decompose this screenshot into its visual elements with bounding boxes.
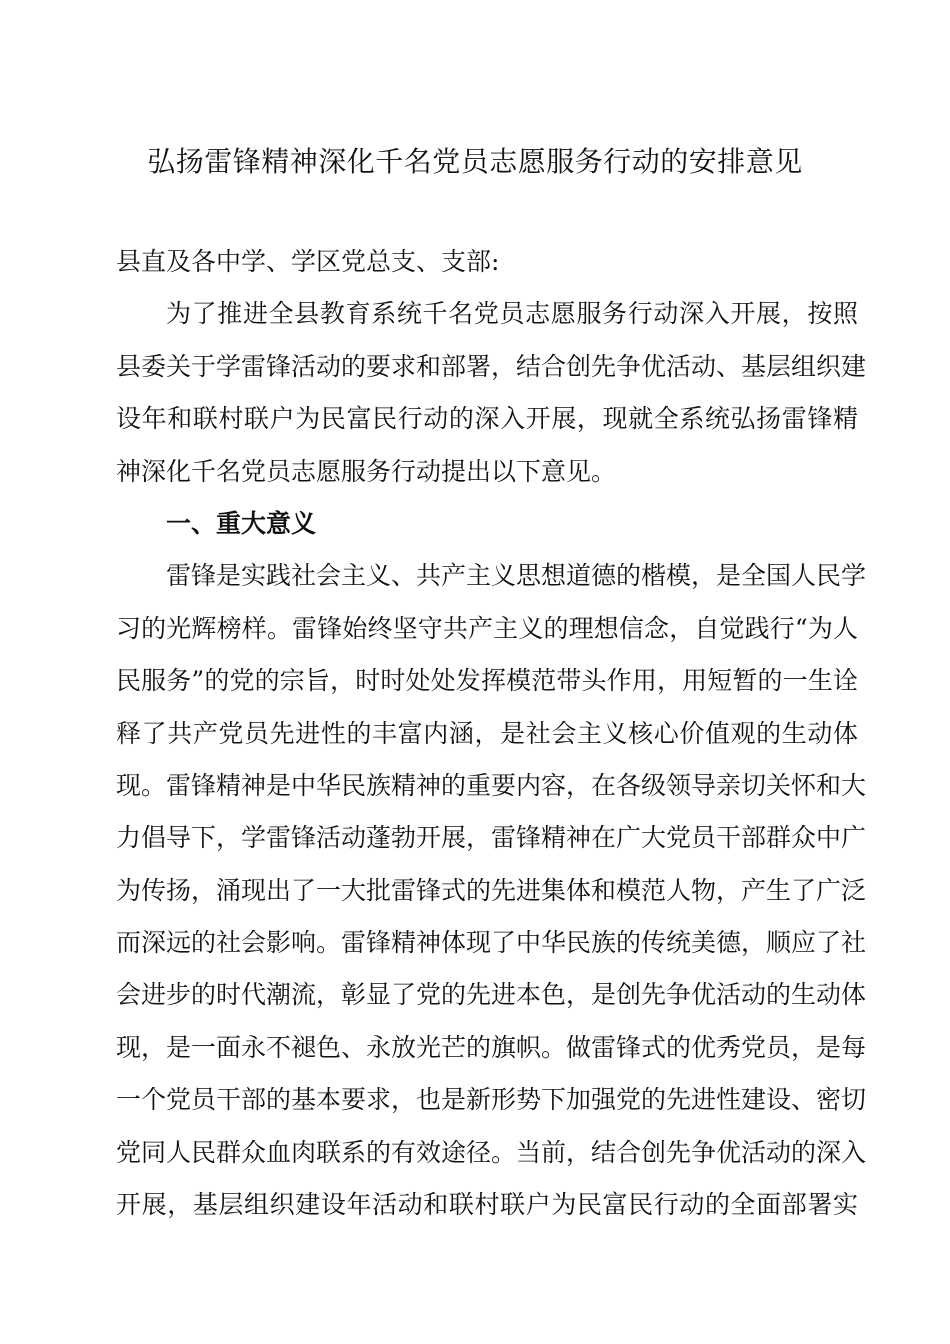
salutation: 县直及各中学、学区党总支、支部: [116, 247, 500, 276]
section-line: 雷锋是实践社会主义、共产主义思想道德的楷模，是全国人民学 [166, 561, 867, 591]
section-line: 力倡导下，学雷锋活动蓬勃开展，雷锋精神在广大党员干部群众中广 [116, 823, 867, 853]
section-line: 现。雷锋精神是中华民族精神的重要内容，在各级领导亲切关怀和大 [116, 770, 867, 800]
section-line: 现，是一面永不褪色、永放光芒的旗帜。做雷锋式的优秀党员，是每 [116, 1032, 867, 1062]
section-line: 党同人民群众血肉联系的有效途径。当前，结合创先争优活动的深入 [116, 1137, 867, 1167]
intro-line: 神深化千名党员志愿服务行动提出以下意见。 [116, 456, 617, 486]
section-line: 为传扬，涌现出了一大批雷锋式的先进集体和模范人物，产生了广泛 [116, 875, 867, 905]
section-line: 习的光辉榜样。雷锋始终坚守共产主义的理想信念，自觉践行“为人 [116, 613, 858, 643]
section-line: 一个党员干部的基本要求，也是新形势下加强党的先进性建设、密切 [116, 1085, 867, 1115]
section-line: 民服务”的党的宗旨，时时处处发挥模范带头作用，用短暂的一生诠 [116, 666, 858, 696]
section-line: 会进步的时代潮流，彰显了党的先进本色，是创先争优活动的生动体 [116, 980, 867, 1010]
intro-line: 设年和联村联户为民富民行动的深入开展，现就全系统弘扬雷锋精 [116, 404, 858, 434]
section-line: 而深远的社会影响。雷锋精神体现了中华民族的传统美德，顺应了社 [116, 928, 867, 958]
document-body [116, 236, 867, 1231]
intro-line: 县委关于学雷锋活动的要求和部署，结合创先争优活动、基层组织建 [116, 351, 867, 381]
section-heading: 一、重大意义 [166, 508, 317, 538]
section-line: 释了共产党员先进性的丰富内涵，是社会主义核心价值观的生动体 [116, 718, 858, 748]
intro-line: 为了推进全县教育系统千名党员志愿服务行动深入开展，按照 [166, 299, 858, 329]
section-line: 开展，基层组织建设年活动和联村联户为民富民行动的全面部署实 [116, 1190, 858, 1220]
document-title: 弘扬雷锋精神深化千名党员志愿服务行动的安排意见 [147, 145, 803, 178]
